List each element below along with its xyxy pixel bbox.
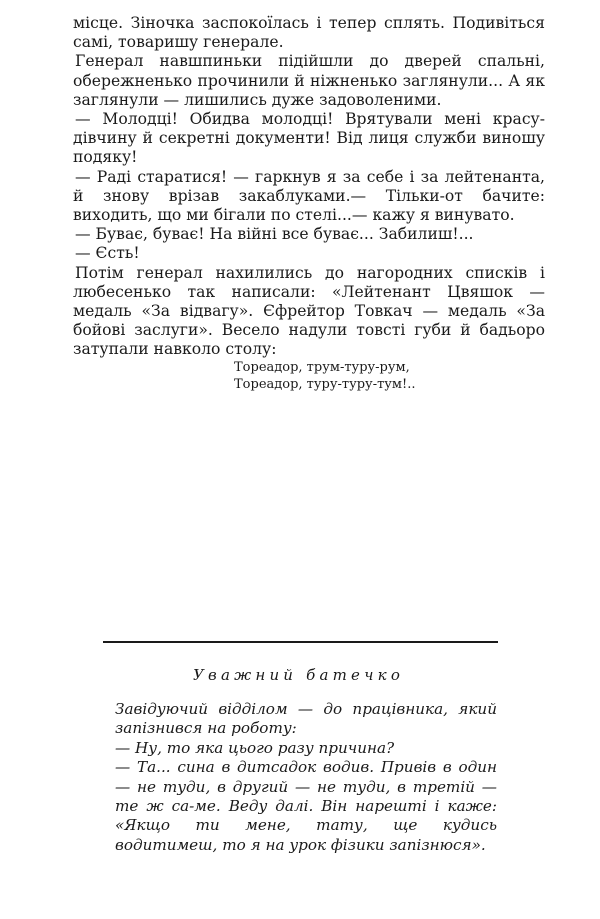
joke-paragraph: — Та... сина в дитсадок водив. Привів в один — не туди, в другий — не туди, в третій — те ж са-ме. Веду далі. Він нарешті і каже: «Якщо ти мене, тату, ще кудись водитимеш, то я на урок фізики запізнюся».: [115, 758, 497, 854]
song-line: Тореадор, трум-туру-рум,: [234, 360, 410, 375]
story-paragraph: — Раді старатися! — гаркнув я за себе і за лейтенанта, й знову врізав закаблуками.— Тільки-от бачите: виходить, що ми бігали по стелі...— кажу я винувато.: [73, 167, 545, 225]
song-line: Тореадор, туру-туру-тум!..: [234, 376, 416, 392]
story-paragraph: — Єсть!: [75, 244, 140, 263]
joke-text: [115, 700, 497, 855]
joke-paragraph: Завідуючий відділом — до працівника, який запізнився на роботу:: [115, 700, 497, 738]
story-paragraph: — Молодці! Обидва молодці! Врятували мені красу-дівчину й секретні документи! Від лиця служби виношу подяку!: [73, 110, 545, 167]
joke-title: Уважний батечко: [193, 666, 405, 684]
section-divider: [103, 641, 498, 643]
story-text: [73, 14, 545, 360]
story-paragraph: Генерал навшпиньки підійшли до дверей спальні, обережненько прочинили й ніжненько заглянули... А як заглянули — лишились дуже задоволеними.: [73, 52, 545, 109]
story-paragraph: місце. Зіночка заспокоїлась і тепер сплять. Подивіться самі, товаришу генерале.: [73, 14, 545, 52]
song-verse: [234, 360, 416, 393]
joke-paragraph: — Ну, то яка цього разу причина?: [115, 738, 395, 757]
story-paragraph: — Буває, буває! На війні все буває... Забилиш!...: [75, 225, 474, 244]
story-paragraph: Потім генерал нахилились до нагородних списків і любесенько так написали: «Лейтенант Цвяшок — медаль «За відвагу». Єфрейтор Товкач — медаль «За бойові заслуги». Весело надули товсті губи й бадьоро затупали навколо столу:: [73, 263, 545, 359]
